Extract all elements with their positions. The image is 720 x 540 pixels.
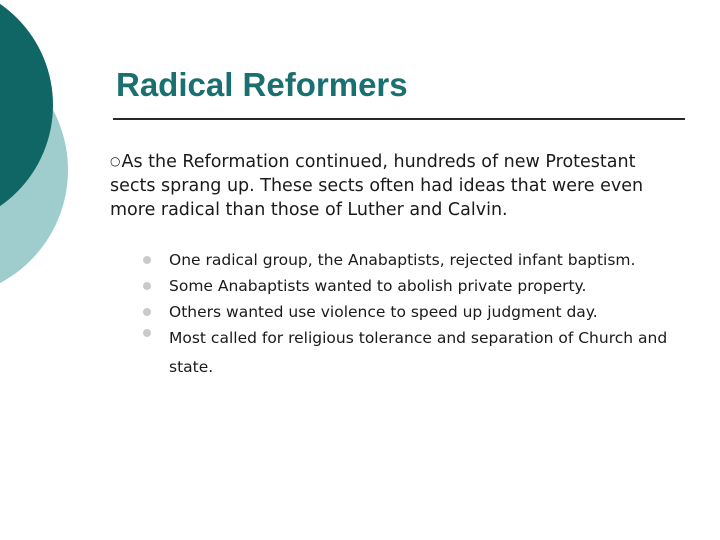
sub-bullet-item [130, 302, 690, 322]
title-underline [113, 118, 685, 120]
filled-circle-bullet-icon [143, 329, 151, 337]
circle-bullet-icon: ○ [110, 154, 121, 168]
sub-bullet-text: Most called for religious tolerance and separation of Church and state. [169, 329, 668, 376]
filled-circle-bullet-icon [143, 256, 151, 264]
sub-bullet-item [130, 324, 690, 382]
sub-bullet-text: Others wanted use violence to speed up judgment day. [169, 303, 598, 321]
sub-bullet-text: One radical group, the Anabaptists, rejected infant baptism. [169, 251, 636, 269]
main-bullet-text: As the Reformation continued, hundreds of new Protestant sects sprang up. These sects often had ideas that were even more radical than those of Luther and Calvin. [110, 152, 644, 220]
sub-bullet-list [130, 250, 690, 388]
slide-title: Radical Reformers [116, 66, 408, 103]
sub-bullet-text: Some Anabaptists wanted to abolish private property. [169, 277, 587, 295]
decorative-circles [0, 0, 90, 300]
main-bullet-paragraph [110, 149, 680, 222]
sub-bullet-item [130, 276, 690, 296]
filled-circle-bullet-icon [143, 308, 151, 316]
sub-bullet-item [130, 250, 690, 270]
filled-circle-bullet-icon [143, 282, 151, 290]
